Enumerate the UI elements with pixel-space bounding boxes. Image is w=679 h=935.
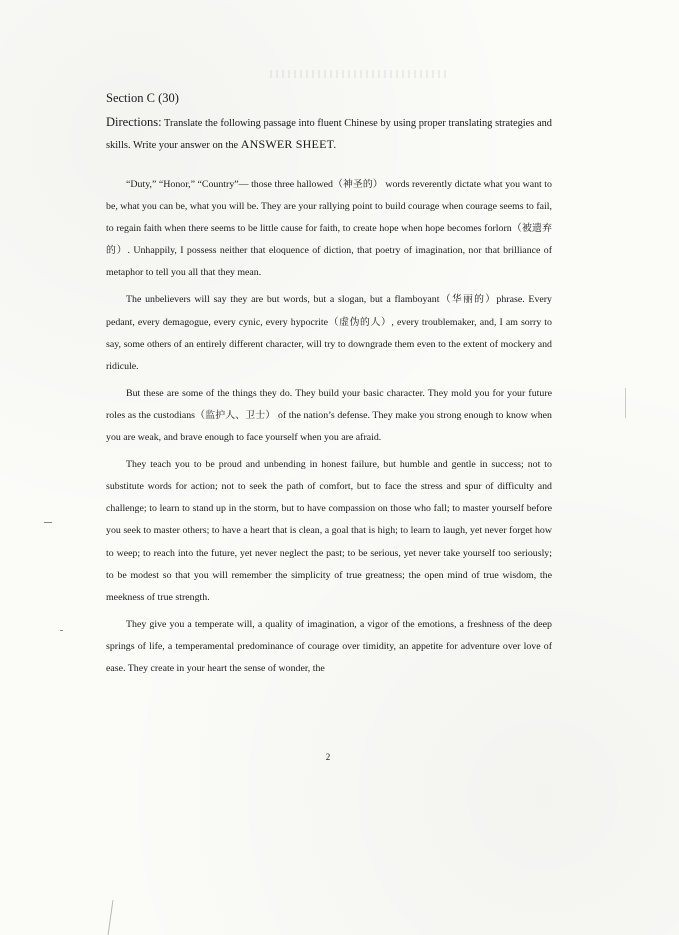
scan-mark — [108, 900, 114, 935]
passage-paragraph: They give you a temperate will, a quality of imagination, a vigor of the emotions, a freshness of the deep springs of life, a temperamental predominance of courage over timidity, an appetite for adventure over love of ease. They create in your heart the sense of wonder, the — [106, 618, 552, 674]
passage-paragraph: “Duty,” “Honor,” “Country”— those three hallowed（神圣的） words reverently dictate what you want to be, what you can be, what you will be. They are your rallying point to build courage when courage seems to fail, to regain faith when there seems to be little cause for faith, to create hope when hope becomes forlorn（被遗弃的）. Unhappily, I possess neither that eloquence of diction, that poetry of imagination, nor that brilliance of metaphor to tell you all that they mean. — [106, 179, 552, 279]
answer-sheet-emphasis: ANSWER SHEET. — [240, 137, 337, 151]
passage-paragraph: But these are some of the things they do. They build your basic character. They mold you for your future roles as the custodians（监护人、卫士） of the nation’s defense. They make you strong enough to know when you are weak, and brave enough to face yourself when you are afraid. — [106, 387, 552, 444]
section-title: Section C (30) — [106, 91, 179, 105]
scan-mark — [60, 630, 63, 631]
passage-paragraph: They teach you to be proud and unbending in honest failure, but humble and gentle in success; not to substitute words for action; not to seek the path of comfort, but to face the stress and spur of difficulty and challenge; to learn to stand up in the storm, but to have compassion on those who fall; to master yourself before you seek to master others; to have a heart that is clean, a goal that is high; to learn to laugh, yet never forget how to weep; to reach into the future, yet never neglect the past; to be serious, yet never take yourself too seriously; to be modest so that you will remember the simplicity of true greatness; the open mind of true wisdom, the meekness of true strength. — [106, 459, 552, 603]
passage — [106, 174, 552, 680]
scan-mark — [44, 522, 52, 523]
page-content — [106, 88, 552, 685]
directions-lead: Directions: — [106, 115, 162, 129]
directions-text: Translate the following passage into fluent Chinese by using proper translating strategies and skills. Write your answer on the — [106, 118, 552, 151]
page-number: 2 — [325, 752, 331, 762]
directions — [106, 112, 552, 156]
scan-mark — [625, 388, 626, 418]
passage-paragraph: The unbelievers will say they are but words, but a slogan, but a flamboyant（华丽的）phrase. Every pedant, every demagogue, every cynic, every hypocrite（虚伪的人）, every troublemaker, and, I am sorry to say, some others of an entirely different character, will try to downgrade them even to the extent of mockery and ridicule. — [106, 294, 552, 372]
scan-noise — [270, 70, 450, 78]
